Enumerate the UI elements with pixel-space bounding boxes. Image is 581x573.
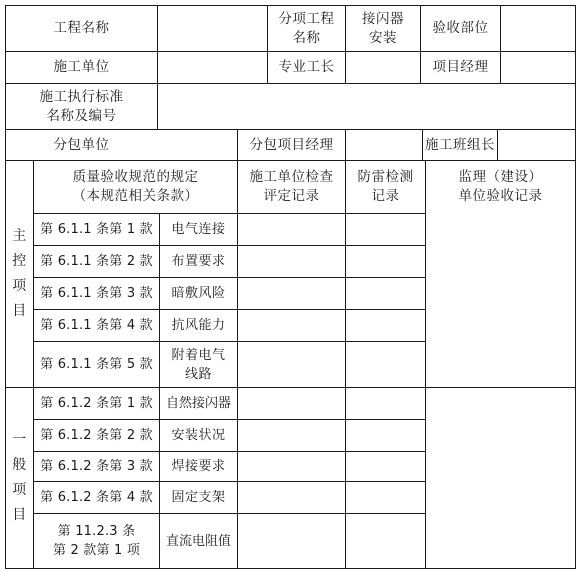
acceptance-part-label: 验收部位	[432, 20, 489, 36]
foreman-value[interactable]	[346, 52, 420, 83]
project-name-label: 工程名称	[53, 20, 110, 36]
main-item-name: 抗风能力	[171, 318, 226, 333]
self-check-record-area[interactable]	[238, 214, 345, 568]
foreman-label: 专业工长	[278, 59, 335, 75]
general-item-name: 安装状况	[171, 428, 226, 443]
general-item-clause: 第 6.1.2 条第 1 款	[40, 396, 153, 411]
subcontractor-value[interactable]	[158, 130, 237, 160]
sub-project-name-label: 分项工程 名称	[278, 10, 335, 46]
general-item-clause: 第 6.1.2 条第 3 款	[40, 459, 153, 474]
subcontractor-label: 分包单位	[53, 136, 110, 153]
team-leader-value[interactable]	[498, 130, 575, 160]
subcontract-manager-label: 分包项目经理	[249, 136, 334, 153]
lightning-test-record-area[interactable]	[346, 214, 425, 568]
general-item-name: 直流电阻值	[165, 533, 231, 549]
table-border-bottom	[5, 568, 576, 569]
supervision-column-header: 监理（建设） 单位验收记录	[458, 169, 543, 204]
self-check-column-header: 施工单位检查 评定记录	[249, 169, 334, 204]
subcontract-manager-value[interactable]	[346, 130, 422, 160]
project-manager-label: 项目经理	[432, 59, 489, 75]
main-item-name: 附着电气 线路	[171, 347, 226, 382]
main-item-clause: 第 6.1.1 条第 4 款	[40, 318, 153, 333]
main-control-group-label: 主 控 项 目	[12, 228, 27, 319]
construction-unit-label: 施工单位	[53, 59, 110, 75]
general-group-label: 一 般 项 目	[12, 432, 27, 523]
general-item-clause: 第 11.2.3 条 第 2 款第 1 项	[52, 524, 141, 558]
main-item-clause: 第 6.1.1 条第 3 款	[40, 286, 153, 301]
construction-unit-value[interactable]	[158, 52, 267, 83]
regulation-column-header: 质量验收规范的规定 （本规范相关条款）	[72, 169, 199, 204]
team-leader-label: 施工班组长	[425, 136, 495, 153]
table-border-right	[575, 5, 576, 569]
general-item-clause: 第 6.1.2 条第 2 款	[40, 428, 153, 443]
general-item-name: 焊接要求	[171, 459, 226, 474]
acceptance-part-value[interactable]	[501, 6, 575, 51]
lightning-test-column-header: 防雷检测 记录	[357, 169, 414, 204]
main-item-name: 暗敷风险	[171, 286, 226, 301]
main-item-clause: 第 6.1.1 条第 5 款	[40, 357, 153, 372]
execution-standard-label: 施工执行标准 名称及编号	[39, 88, 124, 124]
main-item-name: 电气连接	[171, 222, 226, 237]
project-manager-value[interactable]	[501, 52, 575, 83]
general-item-name: 固定支架	[171, 490, 226, 505]
general-item-clause: 第 6.1.2 条第 4 款	[40, 490, 153, 505]
main-item-name: 布置要求	[171, 254, 226, 269]
project-name-value[interactable]	[158, 6, 267, 51]
execution-standard-value[interactable]	[158, 84, 575, 129]
supervision-record-area[interactable]	[426, 214, 575, 568]
general-item-name: 自然接闪器	[165, 396, 231, 411]
air-terminal-install-label: 接闪器 安装	[362, 10, 404, 46]
main-item-clause: 第 6.1.1 条第 2 款	[40, 254, 153, 269]
main-item-clause: 第 6.1.1 条第 1 款	[40, 222, 153, 237]
